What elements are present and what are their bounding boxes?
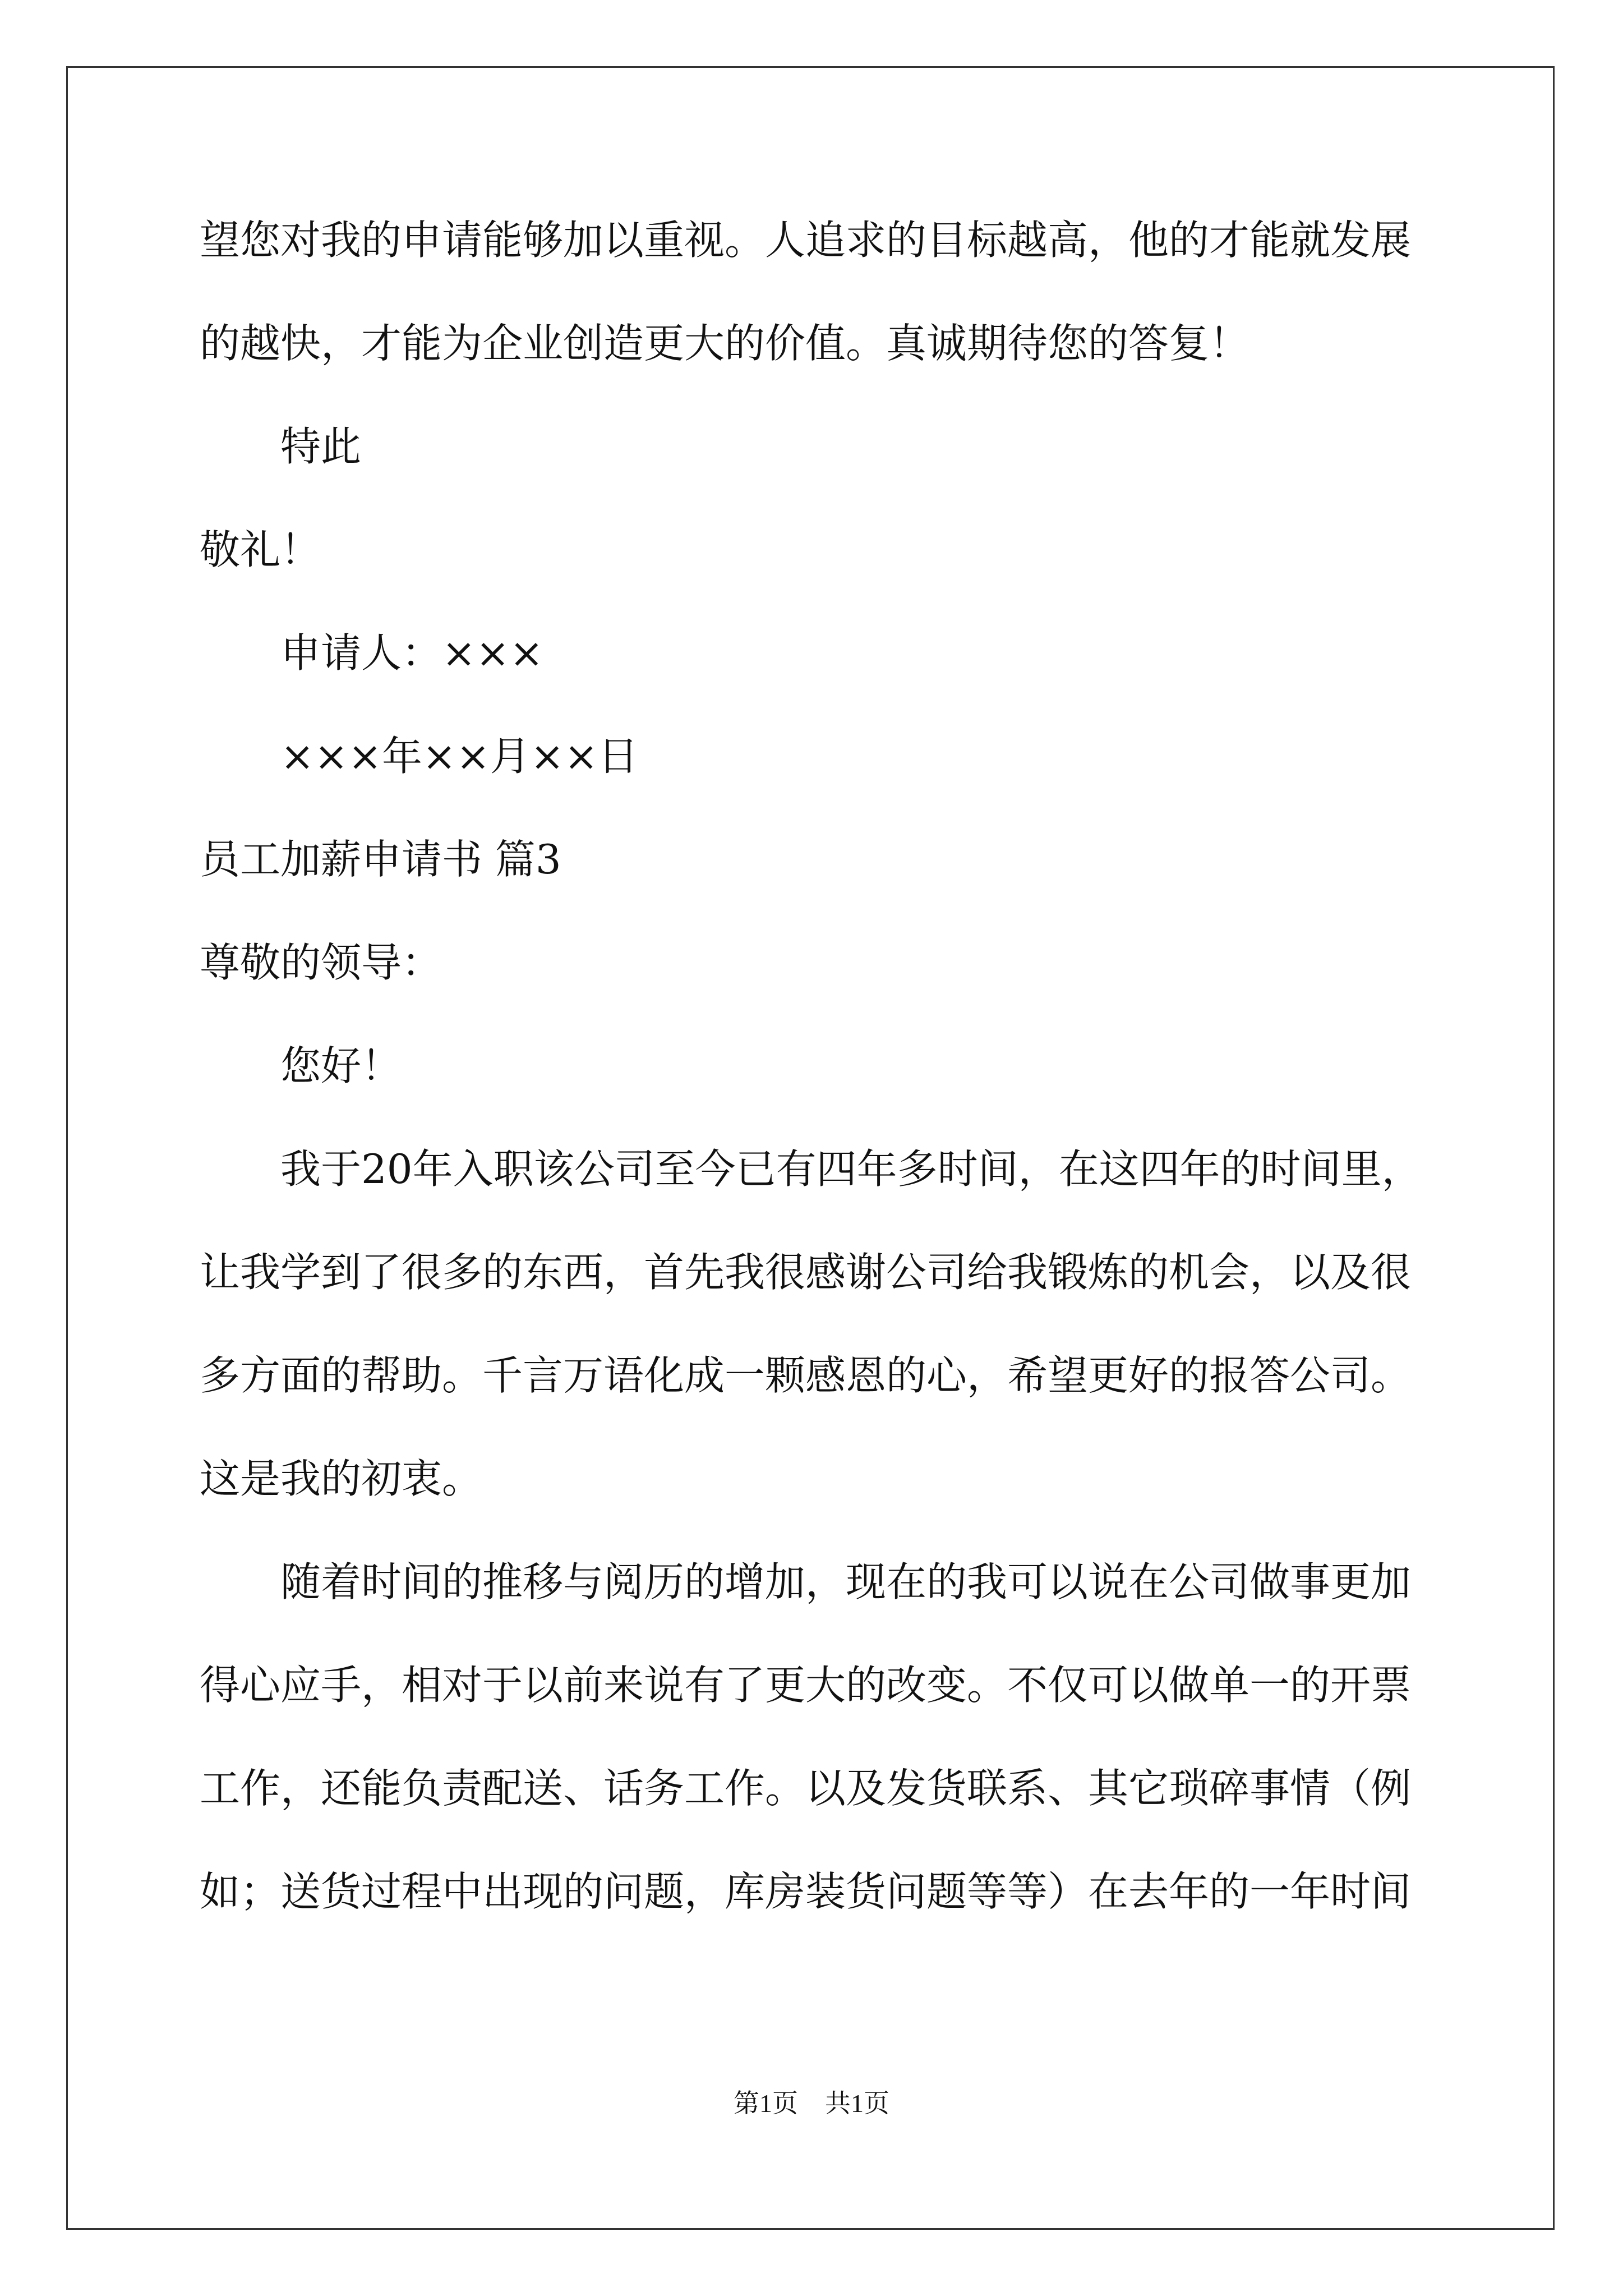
recipient-greeting: 尊敬的领导： xyxy=(200,939,442,986)
text-line: 的越快，才能为企业创造更大的价值。真诚期待您的答复！ xyxy=(200,320,1250,367)
text-line: 工作，还能负责配送、话务工作。以及发货联系、其它琐碎事情（例 xyxy=(200,1765,1412,1812)
page-total: 共1页 xyxy=(825,2089,889,2118)
text-line: 多方面的帮助。千言万语化成一颗感恩的心，希望更好的报答公司。 xyxy=(200,1352,1412,1399)
closing-phrase: 特此 xyxy=(280,423,362,470)
text-line: 随着时间的推移与阅历的增加，现在的我可以说在公司做事更加 xyxy=(280,1558,1412,1605)
date-line: ×××年××月××日 xyxy=(280,733,639,780)
text-line: 让我学到了很多的东西，首先我很感谢公司给我锻炼的机会，以及很 xyxy=(200,1249,1412,1296)
applicant-signature: 申请人：××× xyxy=(280,629,543,677)
page-footer xyxy=(0,2087,1623,2120)
section-heading: 员工加薪申请书 篇3 xyxy=(200,836,561,883)
text-line: 如；送货过程中出现的问题，库房装货问题等等）在去年的一年时间 xyxy=(200,1868,1412,1915)
text-line: 我于20年入职该公司至今已有四年多时间，在这四年的时间里， xyxy=(280,1145,1422,1193)
text-line: 得心应手，相对于以前来说有了更大的改变。不仅可以做单一的开票 xyxy=(200,1662,1412,1709)
greeting: 您好！ xyxy=(280,1042,402,1089)
text-line: 这是我的初衷。 xyxy=(200,1455,483,1502)
salutation-closing: 敬礼！ xyxy=(200,526,321,573)
text-line: 望您对我的申请能够加以重视。人追求的目标越高，他的才能就发展 xyxy=(200,217,1412,264)
page-number: 第1页 xyxy=(734,2089,798,2118)
